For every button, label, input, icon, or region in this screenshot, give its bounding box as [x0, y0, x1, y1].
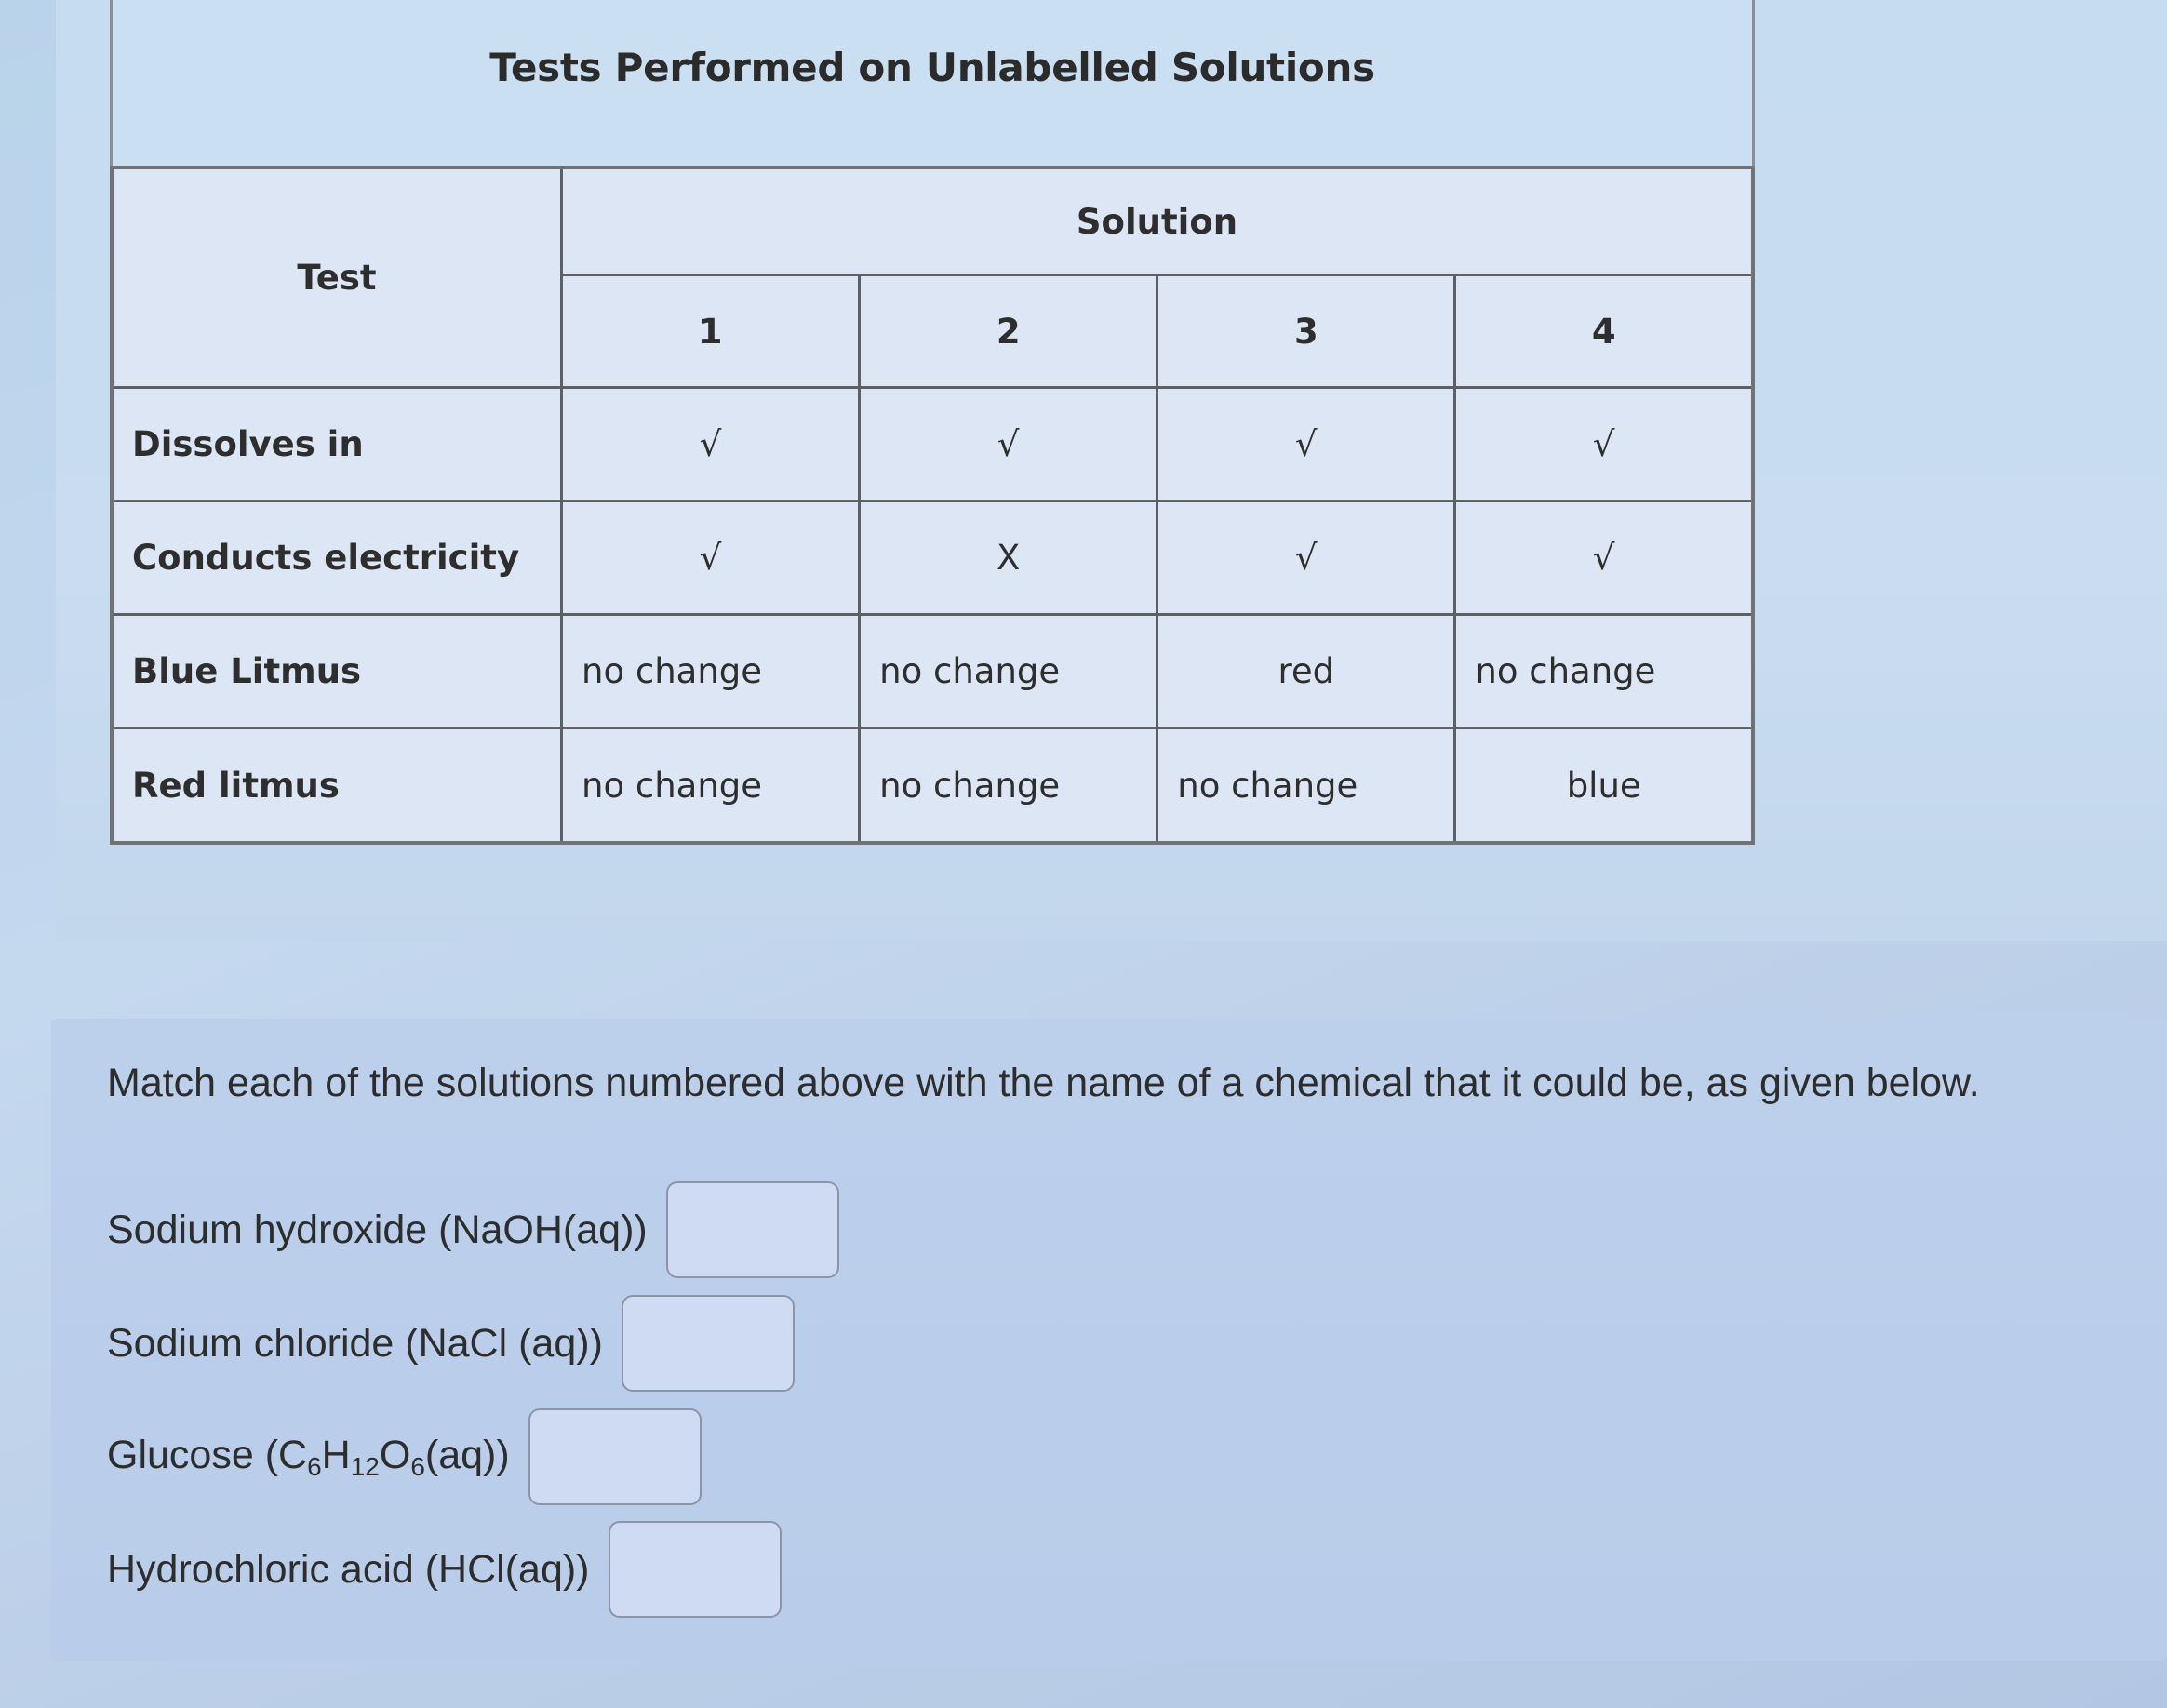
solution-column-header: Solution [562, 167, 1754, 275]
solution-number-3: 3 [1157, 275, 1455, 388]
match-row-glucose [107, 1406, 702, 1508]
cell-dissolves-4: √ [1455, 388, 1753, 501]
cell-dissolves-2: √ [860, 388, 1157, 501]
match-row-hydrochloric-acid [107, 1518, 782, 1621]
cell-blue-litmus-2: no change [860, 615, 1157, 728]
match-label-sodium-hydroxide: Sodium hydroxide (NaOH(aq)) [107, 1207, 648, 1252]
glucose-prefix: Glucose (C [107, 1432, 308, 1477]
table-row [112, 728, 1753, 843]
match-row-sodium-chloride [107, 1292, 795, 1394]
glucose-mid-2: O [379, 1432, 411, 1477]
cell-red-litmus-4: blue [1455, 728, 1753, 843]
page-title: Tests Performed on Unlabelled Solutions [489, 45, 1375, 90]
row-label-conducts: Conducts electricity [112, 501, 562, 615]
cell-red-litmus-1: no change [562, 728, 860, 843]
tests-table [110, 166, 1755, 845]
instruction-text: Match each of the solutions numbered above with the name of a chemical that it could be, as given below. [107, 1061, 1980, 1105]
cell-conducts-1: √ [562, 501, 860, 615]
solution-number-4: 4 [1455, 275, 1753, 388]
answer-box-sodium-hydroxide[interactable] [666, 1181, 839, 1278]
cell-blue-litmus-1: no change [562, 615, 860, 728]
solution-number-1: 1 [562, 275, 860, 388]
glucose-suffix: (aq)) [424, 1432, 510, 1477]
cell-conducts-4: √ [1455, 501, 1753, 615]
answer-box-hydrochloric-acid[interactable] [609, 1521, 782, 1618]
cell-blue-litmus-4: no change [1455, 615, 1753, 728]
match-label-glucose [107, 1433, 510, 1482]
glucose-sub-3: 6 [410, 1451, 425, 1481]
cell-conducts-3: √ [1157, 501, 1455, 615]
header-row [112, 167, 1753, 275]
test-column-header: Test [112, 167, 562, 388]
table-row [112, 501, 1753, 615]
answer-box-sodium-chloride[interactable] [622, 1295, 795, 1392]
question-panel [51, 1019, 2167, 1661]
match-row-sodium-hydroxide [107, 1179, 839, 1281]
glucose-sub-2: 12 [350, 1451, 380, 1481]
cell-red-litmus-2: no change [860, 728, 1157, 843]
answer-box-glucose[interactable] [528, 1408, 702, 1505]
cell-dissolves-3: √ [1157, 388, 1455, 501]
cell-red-litmus-3: no change [1157, 728, 1455, 843]
match-label-sodium-chloride: Sodium chloride (NaCl (aq)) [107, 1320, 603, 1366]
table-row [112, 388, 1753, 501]
cell-conducts-2: X [860, 501, 1157, 615]
solution-number-2: 2 [860, 275, 1157, 388]
title-card [110, 0, 1755, 167]
cell-blue-litmus-3: red [1157, 615, 1455, 728]
match-label-hydrochloric-acid: Hydrochloric acid (HCl(aq)) [107, 1546, 590, 1592]
row-label-dissolves: Dissolves in [112, 388, 562, 501]
glucose-sub-1: 6 [307, 1451, 322, 1481]
row-label-red-litmus: Red litmus [112, 728, 562, 843]
cell-dissolves-1: √ [562, 388, 860, 501]
row-label-blue-litmus: Blue Litmus [112, 615, 562, 728]
glucose-mid-1: H [321, 1432, 351, 1477]
table-row [112, 615, 1753, 728]
